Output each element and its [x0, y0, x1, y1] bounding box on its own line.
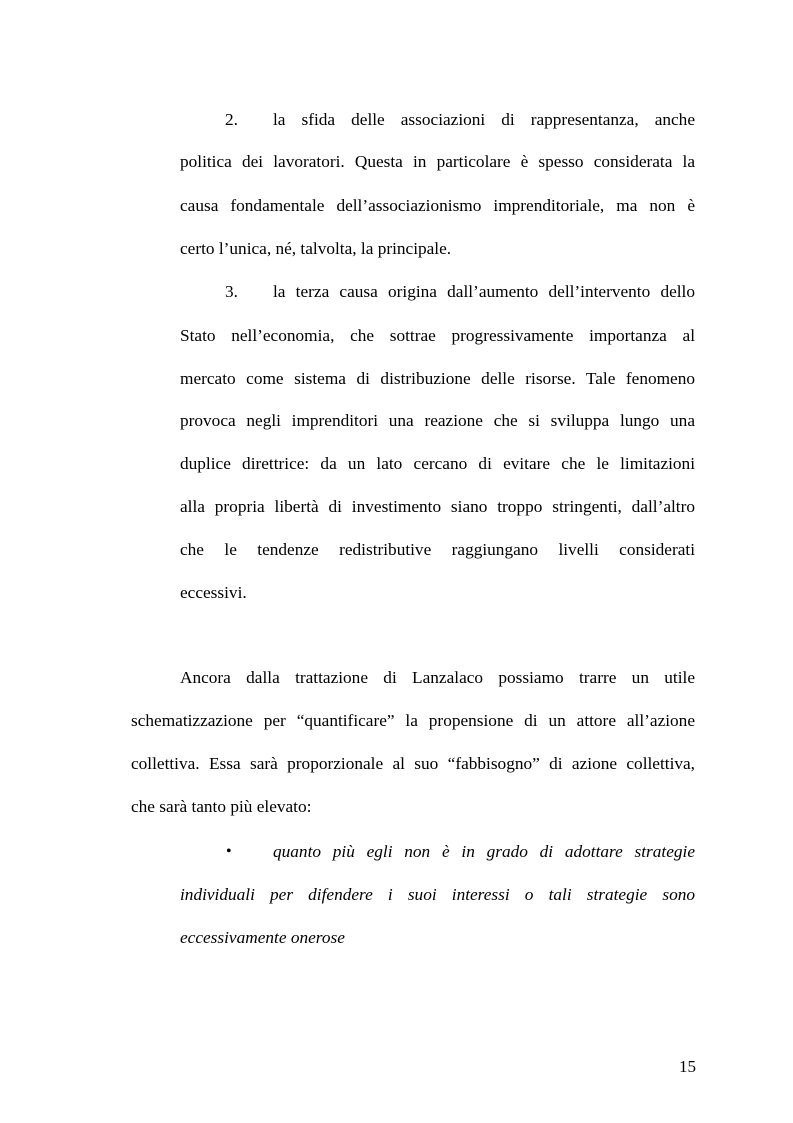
item-text-line: alla propria libertà di investimento siano troppo stringenti, dall’altro: [180, 497, 695, 516]
paragraph-line: che sarà tanto più elevato:: [131, 797, 312, 816]
item-number: 2.: [225, 110, 238, 129]
item-number: 3.: [225, 282, 238, 301]
item-text-line: mercato come sistema di distribuzione delle risorse. Tale fenomeno: [180, 369, 695, 388]
item-text-line: politica dei lavoratori. Questa in particolare è spesso considerata la: [180, 152, 695, 171]
bullet-icon: •: [226, 843, 232, 860]
bullet-text-line: individuali per difendere i suoi interessi o tali strategie sono: [180, 885, 695, 904]
item-text-line: Stato nell’economia, che sottrae progressivamente importanza al: [180, 326, 695, 345]
paragraph-line: schematizzazione per “quantificare” la propensione di un attore all’azione: [131, 711, 695, 730]
item-text-line: la terza causa origina dall’aumento dell’intervento dello: [273, 282, 695, 301]
item-text-line: certo l’unica, né, talvolta, la principale.: [180, 239, 452, 258]
item-text-line: la sfida delle associazioni di rappresentanza, anche: [273, 110, 695, 129]
paragraph-line: collettiva. Essa sarà proporzionale al suo “fabbisogno” di azione collettiva,: [131, 754, 695, 773]
bullet-text-line: eccessivamente onerose: [180, 928, 345, 947]
item-text-line: che le tendenze redistributive raggiungano livelli considerati: [180, 540, 695, 559]
item-text-line: eccessivi.: [180, 583, 247, 602]
paragraph-line: Ancora dalla trattazione di Lanzalaco possiamo trarre un utile: [180, 668, 695, 687]
item-text-line: provoca negli imprenditori una reazione che si sviluppa lungo una: [180, 411, 695, 430]
page-number: 15: [679, 1057, 696, 1076]
item-text-line: causa fondamentale dell’associazionismo imprenditoriale, ma non è: [180, 196, 695, 215]
bullet-text-line: quanto più egli non è in grado di adottare strategie: [273, 842, 695, 861]
item-text-line: duplice direttrice: da un lato cercano di evitare che le limitazioni: [180, 454, 695, 473]
